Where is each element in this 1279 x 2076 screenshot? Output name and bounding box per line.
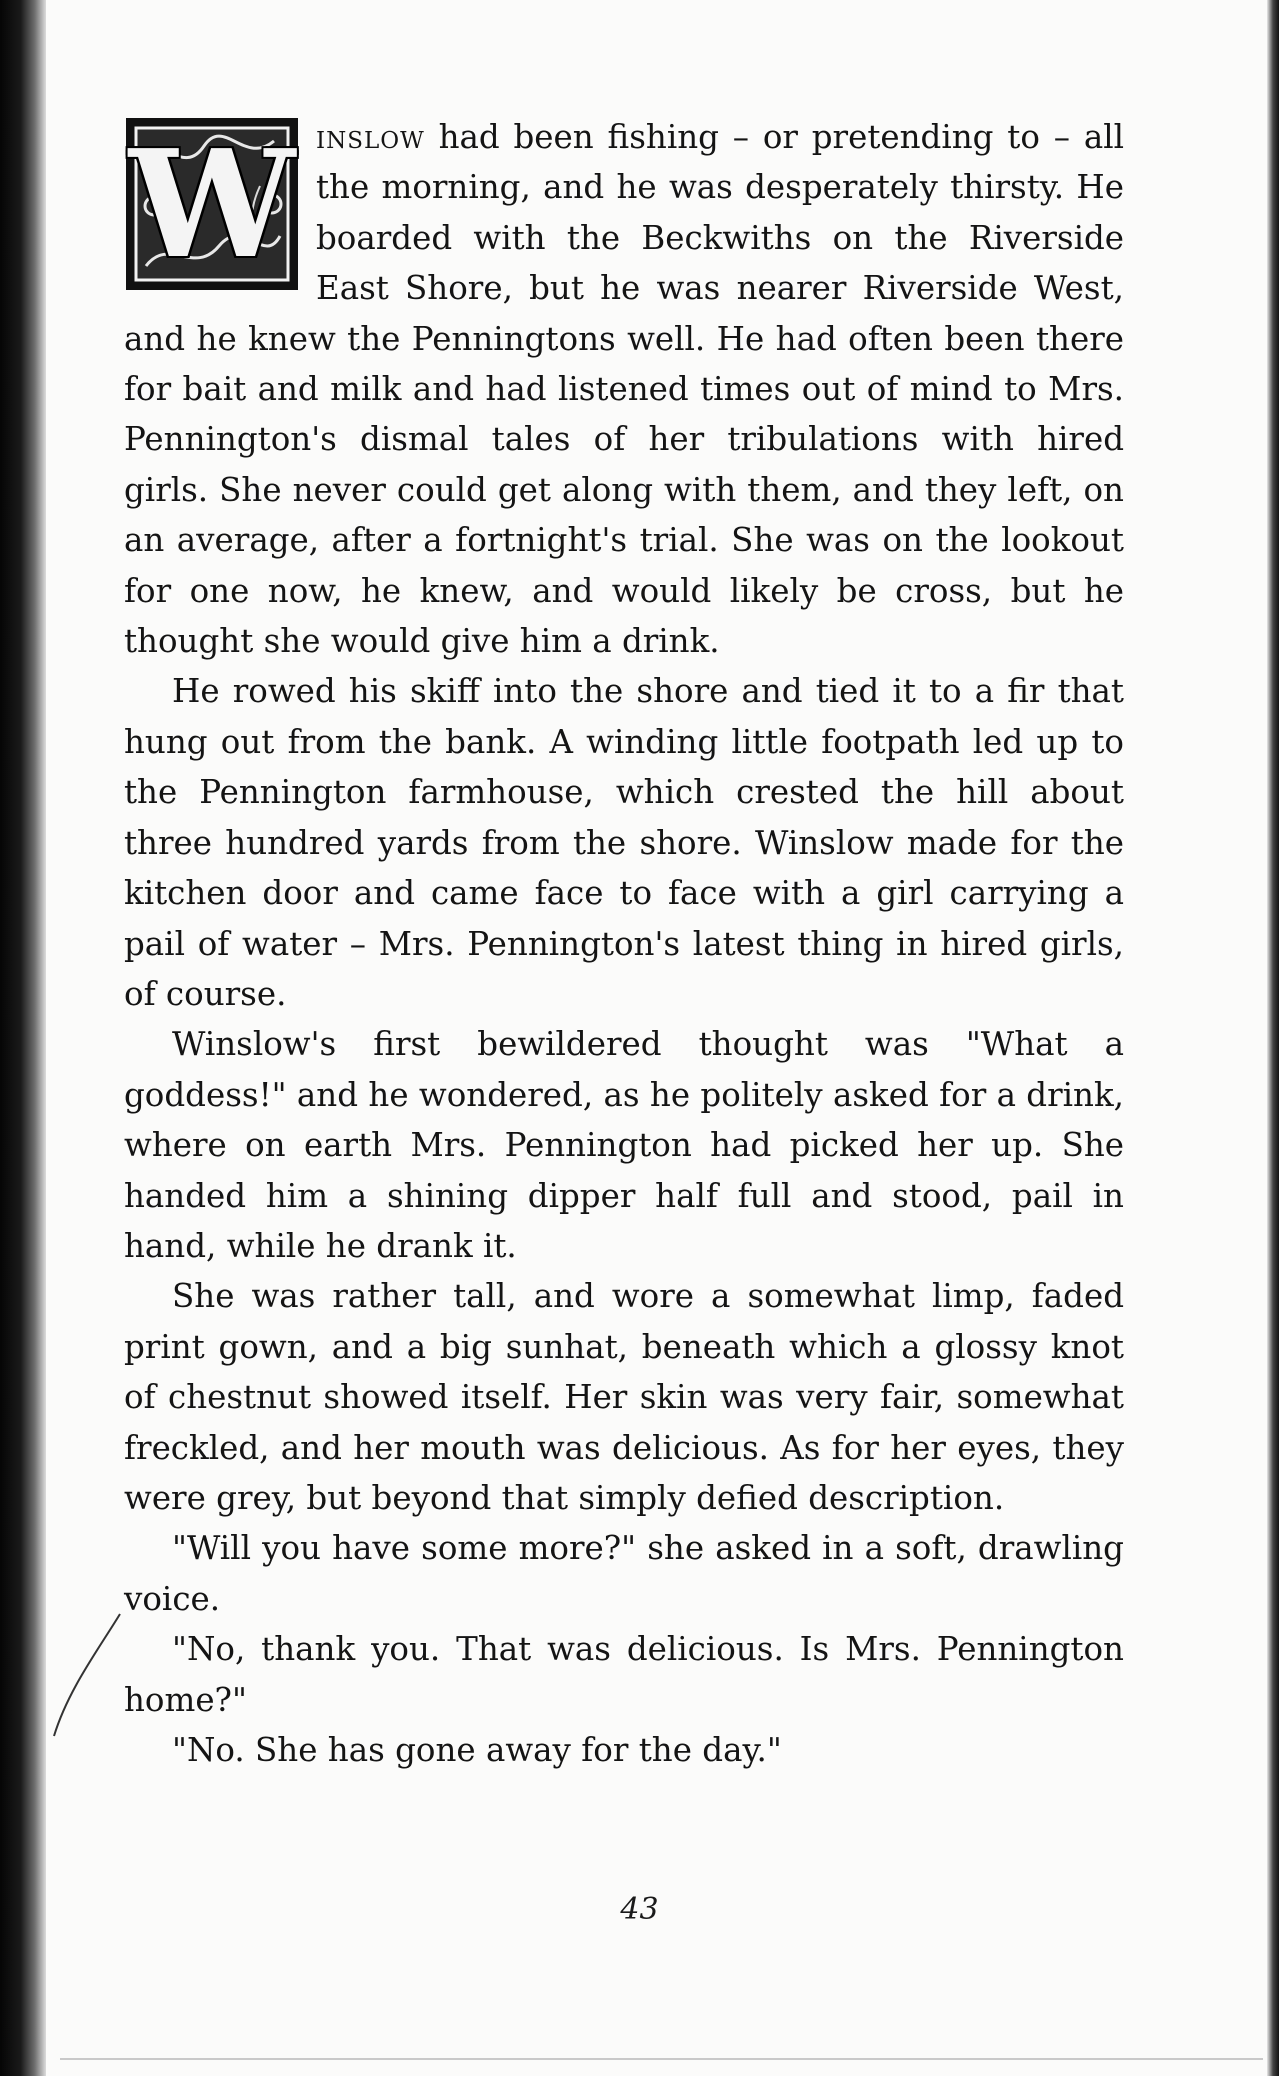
drop-cap xyxy=(124,116,300,292)
paragraph-3: Winslow's first bewildered thought was "What a goddess!" and he wondered, as he politely asked for a drink, where on earth Mrs. Pennington had picked her up. She handed him a shining dipper half full and stood, pail in hand, while he drank it. xyxy=(124,1025,1124,1265)
paragraph-4: She was rather tall, and wore a somewhat limp, faded print gown, and a big sunhat, beneath which a glossy knot of chestnut showed itself. Her skin was very fair, somewhat freckled, and her mouth was delicious. As for her eyes, they were grey, but beyond that simply defied description. xyxy=(124,1277,1124,1517)
paragraph-7: "No. She has gone away for the day." xyxy=(172,1731,782,1769)
scan-edge-right xyxy=(1267,0,1279,2076)
body-text xyxy=(124,112,1124,1775)
page-number: 43 xyxy=(620,1892,659,1927)
paragraph-5: "Will you have some more?" she asked in a soft, drawling voice. xyxy=(124,1529,1124,1618)
paragraph-1 xyxy=(124,112,1124,666)
scan-edge-left xyxy=(0,0,46,2076)
drop-cap-letter: W xyxy=(128,117,296,291)
paragraph-1-text: had been fishing – or pretending to – all the morning, and he was desperately thirsty. He boarded with the Beckwiths on the Riverside East Shore, but he was nearer Riverside West, and he knew the Penningtons well. He had often been there for bait and milk and had listened times out of mind to Mrs. Pennington's dismal tales of her tribulations with hired girls. She never could get along with them, and they left, on an average, after a fortnight's trial. She was on the lookout for one now, he knew, and would likely be cross, but he thought she would give him a drink. xyxy=(124,118,1124,661)
paragraph-2: He rowed his skiff into the shore and tied it to a fir that hung out from the bank. A winding little footpath led up to the Pennington farmhouse, which crested the hill about three hundred yards from the shore. Winslow made for the kitchen door and came face to face with a girl carrying a pail of water – Mrs. Pennington's latest thing in hired girls, of course. xyxy=(124,672,1124,1013)
opening-word: inslow xyxy=(316,118,425,156)
pencil-margin-mark-icon xyxy=(48,1610,128,1740)
paragraph-6: "No, thank you. That was delicious. Is Mrs. Pennington home?" xyxy=(124,1630,1124,1719)
bottom-rule xyxy=(60,2058,1263,2060)
